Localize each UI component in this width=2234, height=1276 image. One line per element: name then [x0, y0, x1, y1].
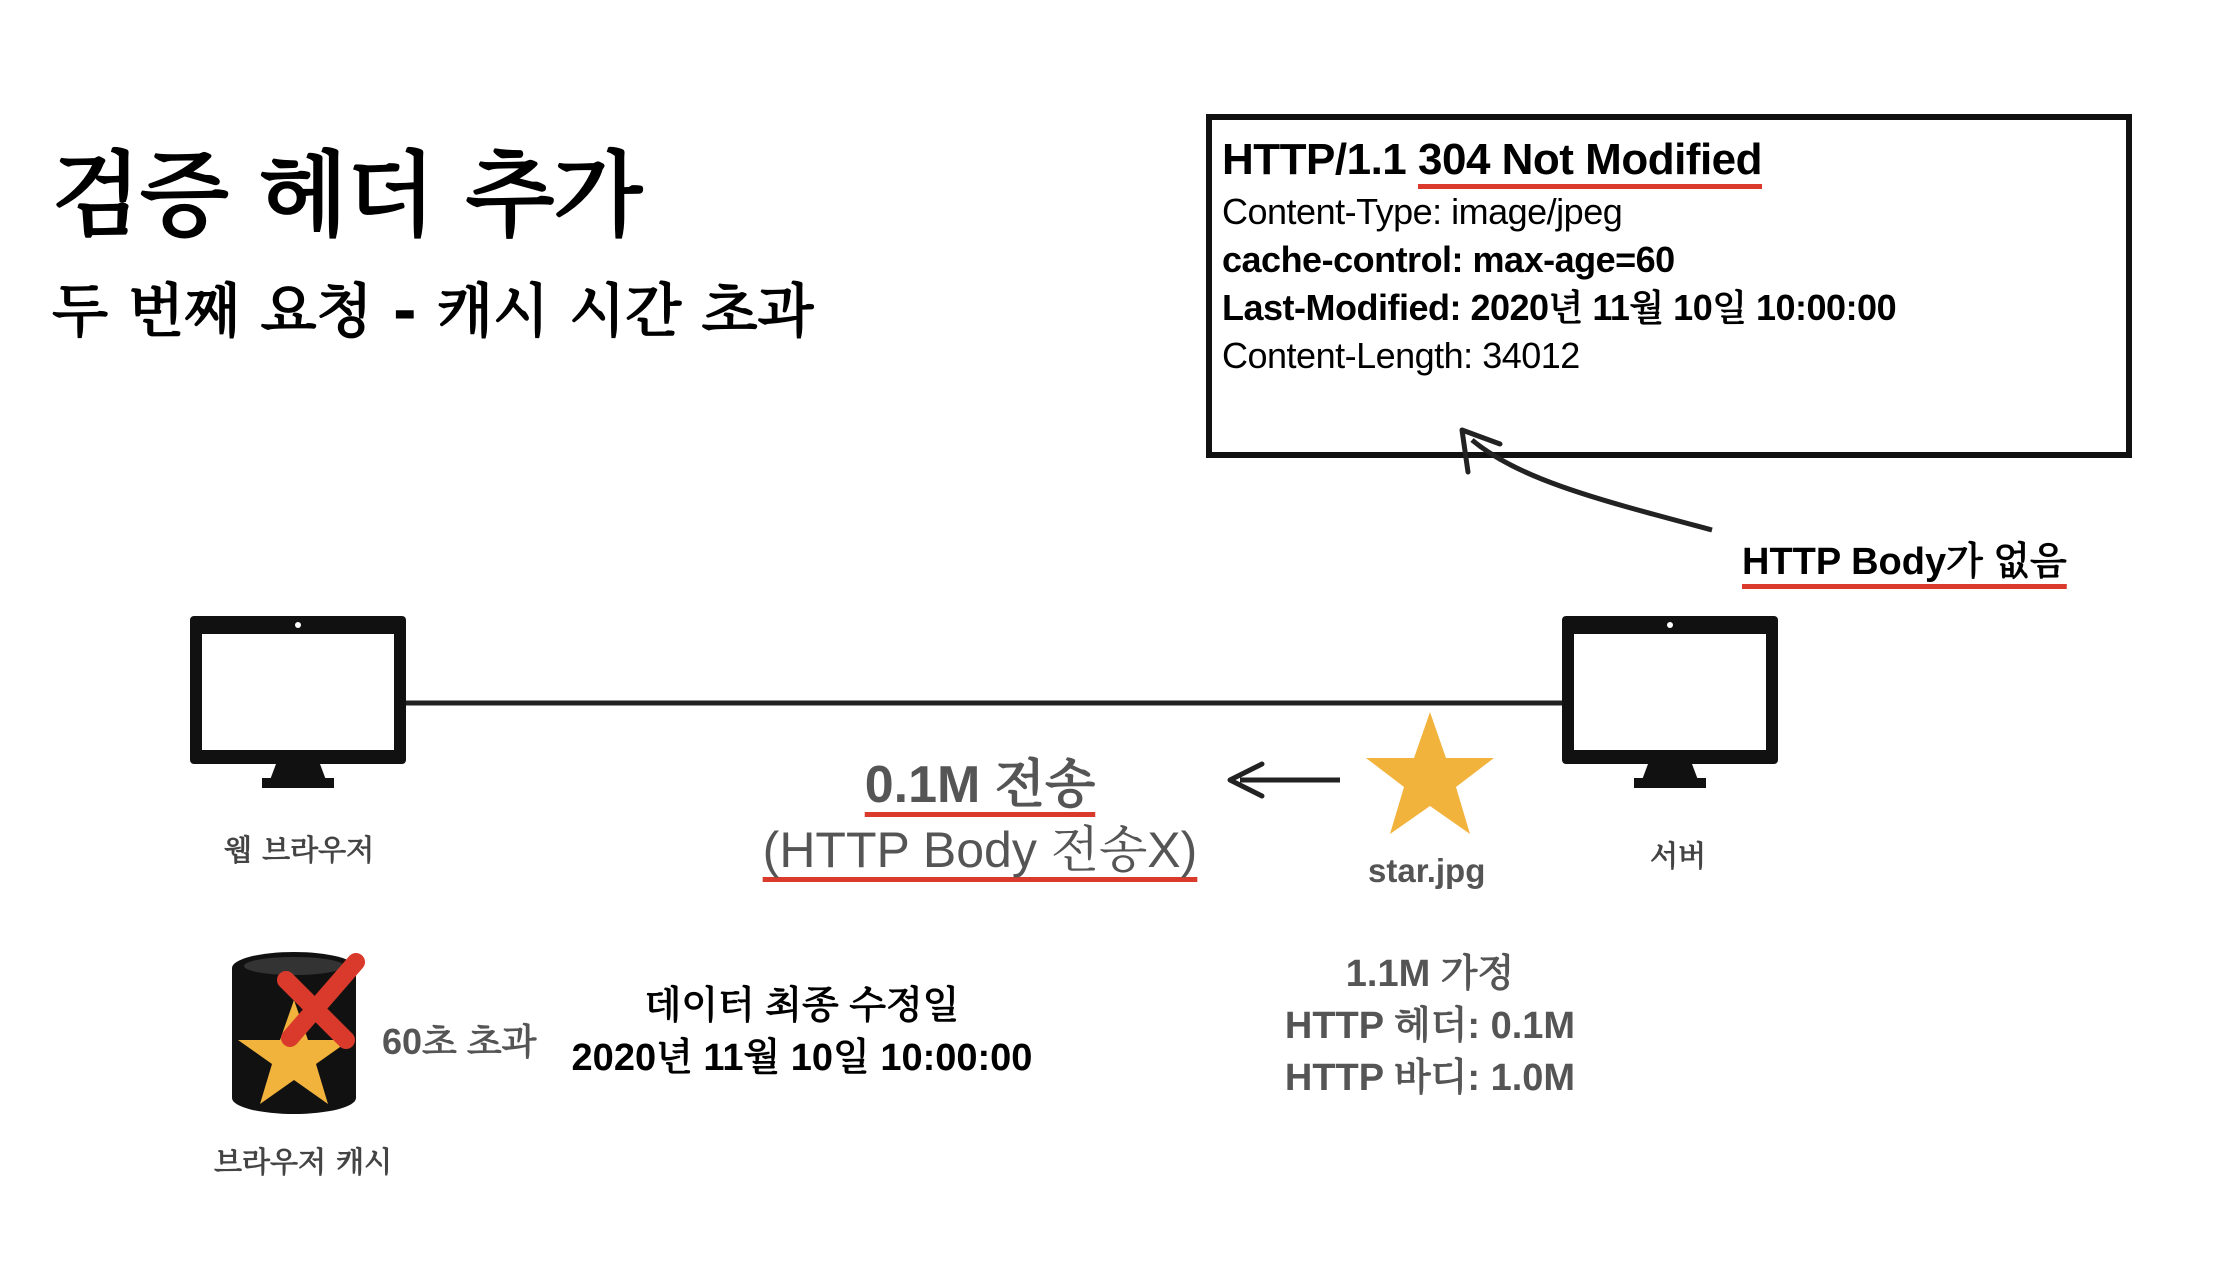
content-type-header: Content-Type: image/jpeg — [1222, 191, 1623, 232]
page-subtitle: 두 번째 요청 - 캐시 시간 초과 — [52, 277, 814, 345]
header-size: HTTP 헤더: 0.1M — [1284, 1005, 1576, 1047]
cache-expired-label: 60초 초과 — [382, 1021, 537, 1062]
cache-modified-heading: 데이터 최종 수정일 — [644, 985, 960, 1027]
transfer-note-text: (HTTP Body 전송X) — [762, 822, 1198, 878]
server-label: 서버 — [1650, 839, 1707, 873]
note-arrow-icon — [1462, 430, 1712, 530]
transfer-size-text: 0.1M 전송 — [864, 756, 1096, 814]
star-file-icon — [1366, 712, 1494, 834]
body-size: HTTP 바디: 1.0M — [1284, 1057, 1576, 1099]
content-length-header: Content-Length: 34012 — [1222, 335, 1580, 376]
no-body-note-text: HTTP Body가 없음 — [1742, 541, 2067, 583]
response-arrow-icon — [1230, 764, 1340, 796]
page-title: 검증 헤더 추가 — [52, 142, 642, 249]
client-monitor-icon — [190, 616, 406, 788]
status-code: 304 Not Modified — [1418, 135, 1763, 184]
size-assumption: 1.1M 가정 — [1345, 953, 1515, 995]
http-version: HTTP/1.1 — [1222, 135, 1418, 184]
file-name-label: star.jpg — [1368, 852, 1486, 889]
server-monitor-icon — [1562, 616, 1778, 788]
browser-cache-label: 브라우저 캐시 — [214, 1145, 393, 1179]
cache-control-header: cache-control: max-age=60 — [1222, 239, 1675, 280]
last-modified-header: Last-Modified: 2020년 11월 10일 10:00:00 — [1222, 287, 1897, 328]
cache-modified-date: 2020년 11월 10일 10:00:00 — [571, 1037, 1033, 1079]
browser-label: 웹 브라우저 — [224, 833, 375, 867]
